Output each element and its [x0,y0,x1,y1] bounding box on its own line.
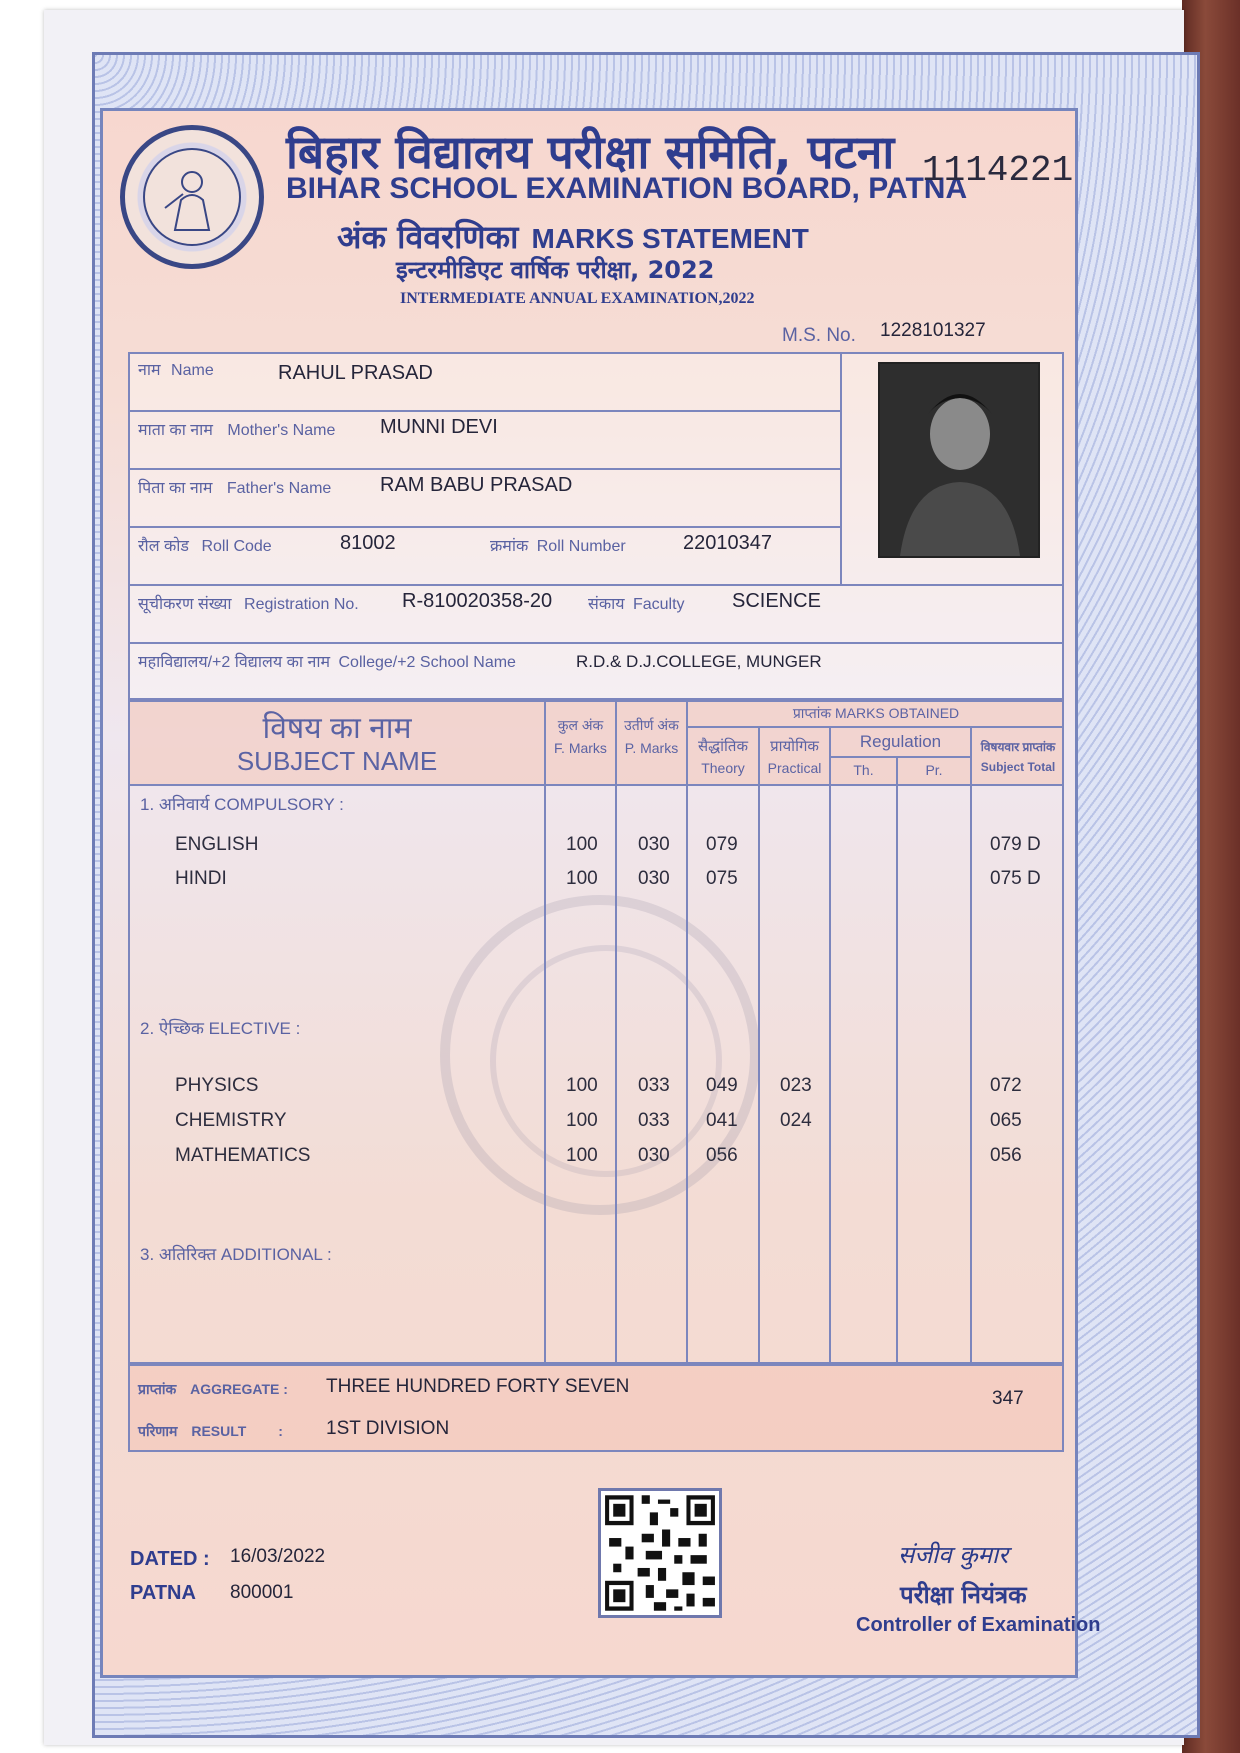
result-label-english: RESULT [191,1423,247,1439]
subject-total-heading-hindi: विषयवार प्राप्तांक [980,740,1056,754]
marks-obtained-heading-hindi: प्राप्तांक [792,705,832,721]
mother-label-english: Mother's Name [227,422,336,439]
result-label-separator: : [278,1423,283,1439]
full-marks: 100 [566,834,598,855]
exam-title-hindi: इन्टरमीडिएट वार्षिक परीक्षा, 2022 [396,256,715,284]
father-label [138,476,331,498]
mother-name: MUNNI DEVI [380,416,498,438]
full-marks: 100 [566,1110,598,1131]
board-title-english: BIHAR SCHOOL EXAMINATION BOARD, PATNA [286,172,968,205]
statement-title-english: MARKS STATEMENT [531,223,809,254]
marks-obtained-heading-english: MARKS OBTAINED [834,705,960,721]
roll-code-label [138,534,272,556]
faculty: SCIENCE [732,590,821,612]
mother-label-hindi: माता का नाम [138,422,213,439]
practical-heading-english: Practical [767,760,822,776]
pass-marks: 033 [638,1110,670,1131]
roll-code-label-hindi: रौल कोड [138,538,189,555]
qr-code-icon [598,1488,722,1618]
roll-number-label-hindi: क्रमांक [490,538,529,555]
subject-name: CHEMISTRY [175,1110,287,1131]
college-label [138,650,516,672]
board-title-hindi: बिहार विद्यालय परीक्षा समिति, पटना [286,125,895,179]
board-emblem-icon [120,125,264,269]
name-label [138,358,214,380]
additional-heading: 3. अतिरिक्त ADDITIONAL : [140,1245,332,1264]
subject-total: 072 [990,1075,1022,1096]
practical-marks: 024 [780,1110,812,1131]
theory-marks: 041 [706,1110,738,1131]
student-photo [878,362,1040,558]
pass-marks: 030 [638,834,670,855]
registration-label-english: Registration No. [244,596,359,613]
college-label-hindi: महाविद्यालय/+2 विद्यालय का नाम [138,654,331,671]
statement-title [337,215,809,258]
aggregate-label [138,1380,288,1399]
name-label-english: Name [171,362,214,379]
elective-heading: 2. ऐच्छिक ELECTIVE : [140,1019,301,1038]
subject-name: HINDI [175,868,227,889]
faculty-label [588,592,685,614]
subject-total: 065 [990,1110,1022,1131]
subject-total-heading-english: Subject Total [980,760,1056,774]
aggregate-number: 347 [992,1388,1024,1409]
faculty-label-english: Faculty [632,596,685,613]
place-label: PATNA [130,1582,196,1604]
result-label-hindi: परिणाम [138,1423,178,1439]
theory-marks: 079 [706,834,738,855]
pmarks-heading-english: P. Marks [624,740,679,756]
aggregate-label-english: AGGREGATE : [190,1381,288,1397]
name-label-hindi: नाम [138,362,161,379]
roll-number-label-english: Roll Number [536,538,626,555]
registration-no: R-810020358-20 [402,590,553,612]
ms-no-label: M.S. No. [782,325,856,346]
subject-name: PHYSICS [175,1075,259,1096]
aggregate-label-hindi: प्राप्तांक [138,1381,177,1397]
statement-title-hindi: अंक विवरणिका [337,218,519,256]
subject-total: 056 [990,1145,1022,1166]
dated-label: DATED : [130,1548,210,1570]
controller-title-english: Controller of Examination [856,1614,1101,1636]
regulation-theory-heading: Th. [853,762,874,778]
aggregate-words: THREE HUNDRED FORTY SEVEN [326,1376,630,1397]
marks-obtained-heading [688,704,1064,723]
mother-label [138,418,335,440]
subject-name: ENGLISH [175,834,259,855]
theory-marks: 056 [706,1145,738,1166]
registration-label [138,592,359,614]
subject-heading-hindi: विषय का नाम [262,712,412,745]
pass-marks: 033 [638,1075,670,1096]
theory-heading-hindi: सैद्धांतिक [698,738,748,755]
result-label [138,1422,283,1441]
roll-code-label-english: Roll Code [201,538,272,555]
exam-title-english: INTERMEDIATE ANNUAL EXAMINATION,2022 [400,290,755,307]
roll-code: 81002 [340,532,396,554]
faculty-label-hindi: संकाय [588,596,625,613]
serial-number: 1114221 [922,150,1074,191]
subject-heading-english: SUBJECT NAME [236,746,438,776]
college-label-english: College/+2 School Name [338,654,516,671]
theory-marks: 049 [706,1075,738,1096]
father-name: RAM BABU PRASAD [380,474,573,496]
practical-heading-hindi: प्रायोगिक [770,738,819,755]
fmarks-heading-hindi: कुल अंक [557,717,604,733]
theory-marks: 075 [706,868,738,889]
pass-marks: 030 [638,868,670,889]
full-marks: 100 [566,1075,598,1096]
result-value: 1ST DIVISION [326,1418,450,1439]
father-label-hindi: पिता का नाम [138,480,213,497]
issue-date: 16/03/2022 [230,1546,326,1567]
regulation-heading: Regulation [859,732,942,751]
fmarks-heading-english: F. Marks [554,740,607,756]
scan-margin-left [0,0,44,1753]
regulation-practical-heading: Pr. [925,762,943,778]
father-label-english: Father's Name [226,480,332,497]
theory-heading-english: Theory [701,760,745,776]
college-name: R.D.& D.J.COLLEGE, MUNGER [576,652,822,671]
registration-label-hindi: सूचीकरण संख्या [138,596,232,613]
subject-total: 079 D [990,834,1041,855]
controller-title-hindi: परीक्षा नियंत्रक [900,1581,1027,1609]
practical-marks: 023 [780,1075,812,1096]
subject-total: 075 D [990,868,1041,889]
compulsory-heading: 1. अनिवार्य COMPULSORY : [140,795,344,814]
pmarks-heading-hindi: उतीर्ण अंक [624,717,679,733]
roll-number-label [490,534,626,556]
roll-number: 22010347 [683,532,772,554]
full-marks: 100 [566,868,598,889]
full-marks: 100 [566,1145,598,1166]
pass-marks: 030 [638,1145,670,1166]
subject-name: MATHEMATICS [175,1145,311,1166]
controller-signature: संजीव कुमार [898,1541,1009,1569]
ms-no: 1228101327 [880,320,986,341]
place-pincode: 800001 [230,1582,294,1603]
student-name: RAHUL PRASAD [278,362,433,384]
